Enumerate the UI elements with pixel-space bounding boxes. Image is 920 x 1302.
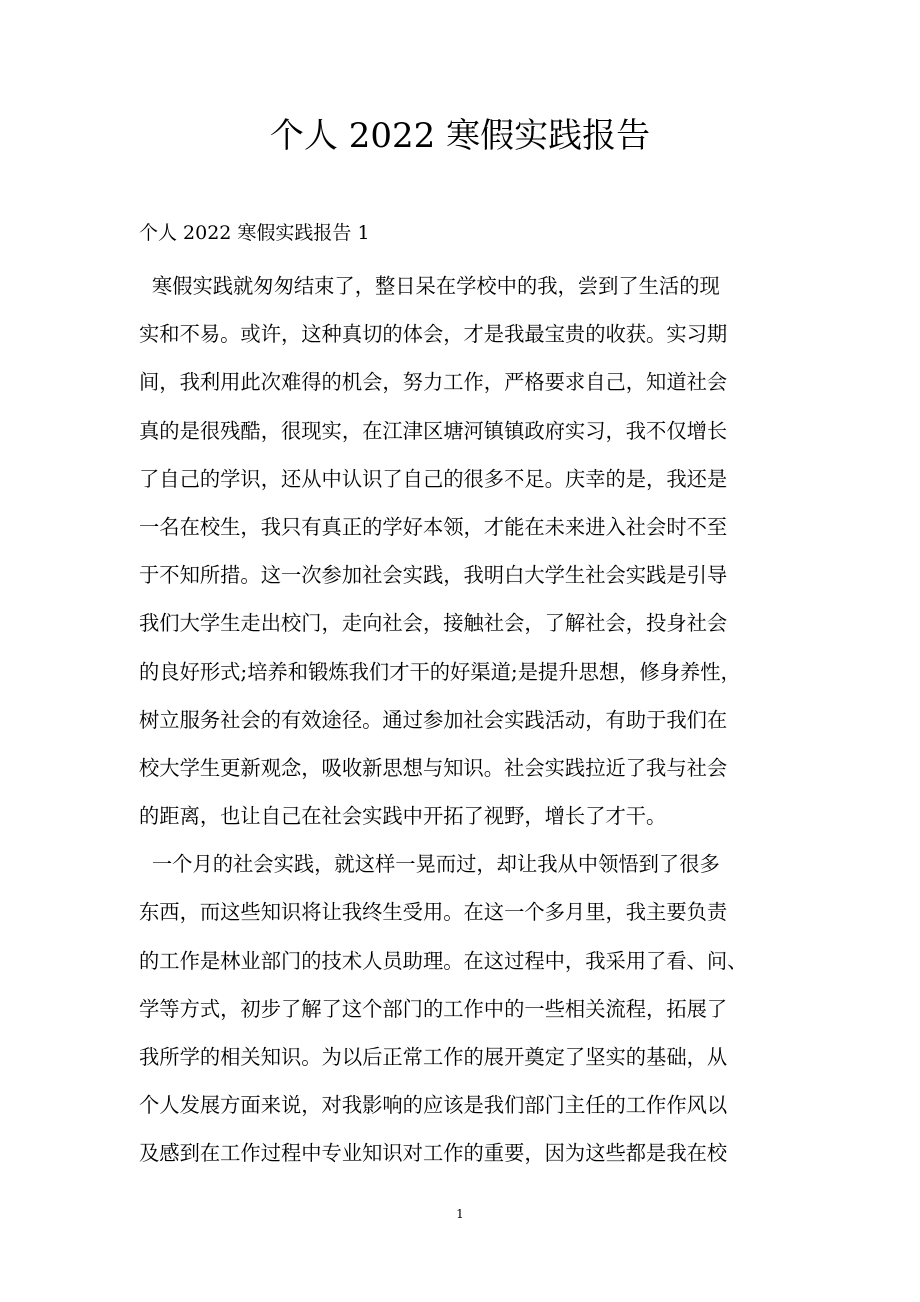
text-line: 个人发展方面来说，对我影响的应该是我们部门主任的工作作风以: [139, 1093, 728, 1118]
text-line: 了自己的学识，还从中认识了自己的很多不足。庆幸的是，我还是: [139, 466, 728, 491]
document-title: 个人 2022 寒假实践报告: [269, 116, 651, 156]
text-line: 寒假实践就匆匆结束了，整日呆在学校中的我，尝到了生活的现: [139, 274, 720, 298]
text-line: 实和不易。或许，这种真切的体会，才是我最宝贵的收获。实习期: [139, 322, 728, 347]
text-line: 东西，而这些知识将让我终生受用。在这一个多月里，我主要负责: [139, 900, 728, 925]
page-number: 1: [456, 1207, 464, 1221]
text-line: 树立服务社会的有效途径。通过参加社会实践活动，有助于我们在: [139, 707, 728, 732]
text-line: 的距离，也让自己在社会实践中开拓了视野，增长了才干。: [139, 804, 667, 829]
text-line: 我们大学生走出校门，走向社会，接触社会，了解社会，投身社会: [139, 611, 728, 636]
text-line: 校大学生更新观念，吸收新思想与知识。社会实践拉近了我与社会: [139, 755, 728, 780]
text-line: 的工作是林业部门的技术人员助理。在这过程中，我采用了看、问、: [139, 948, 748, 973]
body-text: [139, 262, 779, 1178]
text-line: 于不知所措。这一次参加社会实践，我明白大学生社会实践是引导: [139, 563, 728, 588]
section-heading: 个人 2022 寒假实践报告 1: [139, 222, 370, 244]
text-line: 我所学的相关知识。为以后正常工作的展开奠定了坚实的基础，从: [139, 1045, 728, 1069]
text-line: 及感到在工作过程中专业知识对工作的重要，因为这些都是我在校: [139, 1141, 728, 1166]
text-line: 学等方式，初步了解了这个部门的工作中的一些相关流程，拓展了: [139, 996, 728, 1021]
text-line: 一名在校生，我只有真正的学好本领，才能在未来进入社会时不至: [139, 514, 728, 539]
text-line: 一个月的社会实践，就这样一晃而过，却让我从中领悟到了很多: [139, 852, 720, 877]
text-line: 的良好形式;培养和锻炼我们才干的好渠道;是提升思想，修身养性，: [139, 659, 741, 684]
text-line: 真的是很残酷，很现实，在江津区塘河镇镇政府实习，我不仅增长: [139, 418, 728, 443]
text-line: 间，我利用此次难得的机会，努力工作，严格要求自己，知道社会: [139, 370, 728, 395]
